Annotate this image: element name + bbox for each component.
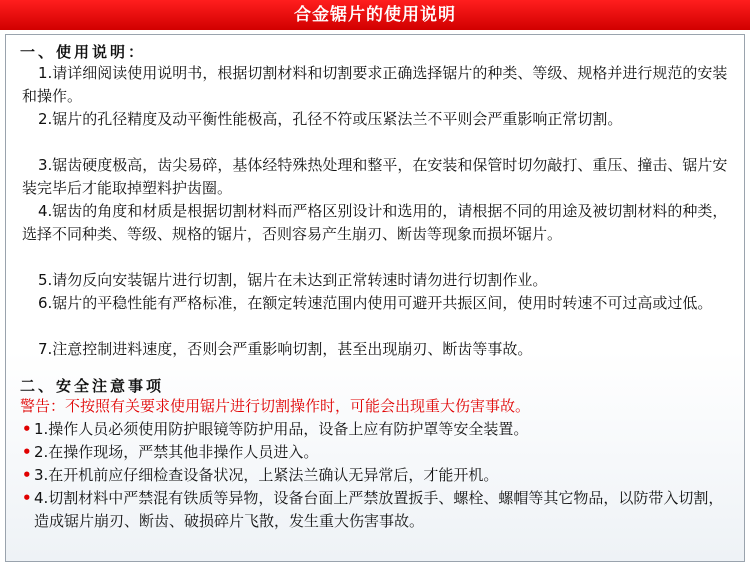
safety-item-4 [20,487,736,533]
bullet-icon: • [22,420,32,438]
usage-item-6: 6.锯片的平稳性能有严格标准，在额定转速范围内使用可避开共振区间，使用时转速不可过高或过低。 [38,294,713,312]
content-panel [5,34,745,562]
usage-item-4: 4.锯齿的角度和材质是根据切割材料而严格区别设计和选用的，请根据不同的用途及被切割材料的种类，选择不同种类、等级、规格的锯片，否则容易产生崩刃、断齿等现象而损坏锯片。 [22,202,728,243]
safety-item-3 [20,464,736,487]
warning-text: 警告：不按照有关要求使用锯片进行切割操作时，可能会出现重大伤害事故。 [20,397,531,415]
usage-item-1: 1.请详细阅读使用说明书，根据切割材料和切割要求正确选择锯片的种类、等级、规格并进行规范的安装和操作。 [22,64,728,105]
bullet-icon: • [22,443,32,461]
usage-item-2: 2.锯片的孔径精度及动平衡性能极高，孔径不符或压紧法兰不平则会严重影响正常切割。 [38,110,623,128]
bullet-icon: • [22,466,32,484]
safety-item-text: 3.在开机前应仔细检查设备状况，上紧法兰确认无异常后，才能开机。 [34,466,499,484]
usage-item-5: 5.请勿反向安装锯片进行切割，锯片在未达到正常转速时请勿进行切割作业。 [38,271,548,289]
safety-item-text: 4.切割材料中严禁混有铁质等异物，设备台面上严禁放置扳手、螺栓、螺帽等其它物品，以防带入切割，造成锯片崩刃、断齿、破损碎片飞散，发生重大伤害事故。 [34,489,724,530]
safety-item-2 [20,441,736,464]
section-usage-heading: 一、使用说明： [20,43,147,61]
section-safety-heading: 二、安全注意事项 [20,377,165,395]
usage-item-3: 3.锯齿硬度极高，齿尖易碎，基体经特殊热处理和整平，在安装和保管时切勿敲打、重压、撞击、锯片安装完毕后才能取掉塑料护齿圈。 [22,156,728,197]
safety-item-text: 1.操作人员必须使用防护眼镜等防护用品，设备上应有防护罩等安全装置。 [34,420,529,438]
bullet-icon: • [22,489,32,507]
safety-item-text: 2.在操作现场，严禁其他非操作人员进入。 [34,443,319,461]
safety-item-1 [20,418,736,441]
usage-item-7: 7.注意控制进料速度，否则会严重影响切割，甚至出现崩刃、断齿等事故。 [38,340,533,358]
page-title: 合金锯片的使用说明 [0,0,750,30]
